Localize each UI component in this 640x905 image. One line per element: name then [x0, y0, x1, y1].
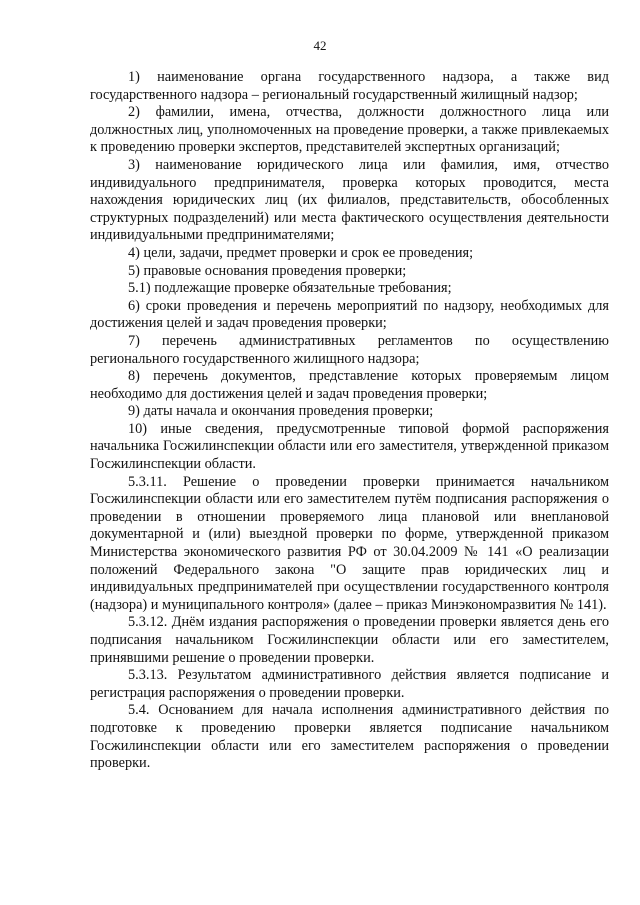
list-item-4: 4) цели, задачи, предмет проверки и срок ее проведения; — [128, 244, 474, 261]
list-item-7: 7) перечень административных регламентов по осуществлению регионального государственного жилищного надзора; — [90, 332, 609, 367]
list-item-9: 9) даты начала и окончания проведения проверки; — [128, 403, 434, 420]
section-5-4: 5.4. Основанием для начала исполнения административного действия по подготовке к проведению проверки является подписание начальником Госжилинспекции области или его заместителем распоряжения о проведении проверки. — [90, 702, 609, 772]
document-body — [90, 69, 609, 773]
list-item-3: 3) наименование юридического лица или фамилия, имя, отчество индивидуального предпринимателя, проверка которых проводится, места нахождения юридических лиц (их филиалов, представительств, обособленных структурных подразделений) или места фактического осуществления деятельности индивидуальными предпринимателями; — [90, 156, 609, 244]
list-item-1: 1) наименование органа государственного надзора, а также вид государственного надзора – региональный государственный жилищный надзор; — [90, 69, 609, 103]
list-item-5: 5) правовые основания проведения проверки; — [128, 262, 407, 279]
section-5-3-11: 5.3.11. Решение о проведении проверки принимается начальником Госжилинспекции области или его заместителем путём подписания распоряжения о проведении в отношении проверяемого лица плановой или внеплановой документарной и (или) выездной проверки по форме, утвержденной приказом Министерства экономического развития РФ от 30.04.2009 № 141 «О реализации положений Федерального закона "О защите прав юридических лиц и индивидуальных предпринимателей при осуществлении государственного контроля (надзора) и муниципального контроля» (далее – приказ Минэкономразвития № 141). — [90, 473, 609, 613]
list-item-8: 8) перечень документов, представление которых проверяемым лицом необходимо для достижения целей и задач проведения проверки; — [90, 368, 609, 402]
list-item-6: 6) сроки проведения и перечень мероприятий по надзору, необходимых для достижения целей и задач проведения проверки; — [90, 297, 609, 332]
list-item-2: 2) фамилии, имена, отчества, должности должностного лица или должностных лиц, уполномоченных на проведение проверки, а также привлекаемых к проведению проверки экспертов, представителей экспертных организаций; — [90, 104, 609, 156]
section-5-3-13: 5.3.13. Результатом административного действия является подписание и регистрация распоряжения о проведении проверки. — [90, 667, 609, 701]
page-number: 42 — [313, 38, 327, 53]
list-item-10: 10) иные сведения, предусмотренные типовой формой распоряжения начальника Госжилинспекции области или его заместителя, утвержденной приказом Госжилинспекции области. — [90, 420, 609, 473]
list-item-5-1: 5.1) подлежащие проверке обязательные требования; — [128, 280, 452, 297]
section-5-3-12: 5.3.12. Днём издания распоряжения о проведении проверки является день его подписания начальником Госжилинспекции области или его заместителем, принявшими решение о проведении проверки. — [90, 614, 609, 666]
